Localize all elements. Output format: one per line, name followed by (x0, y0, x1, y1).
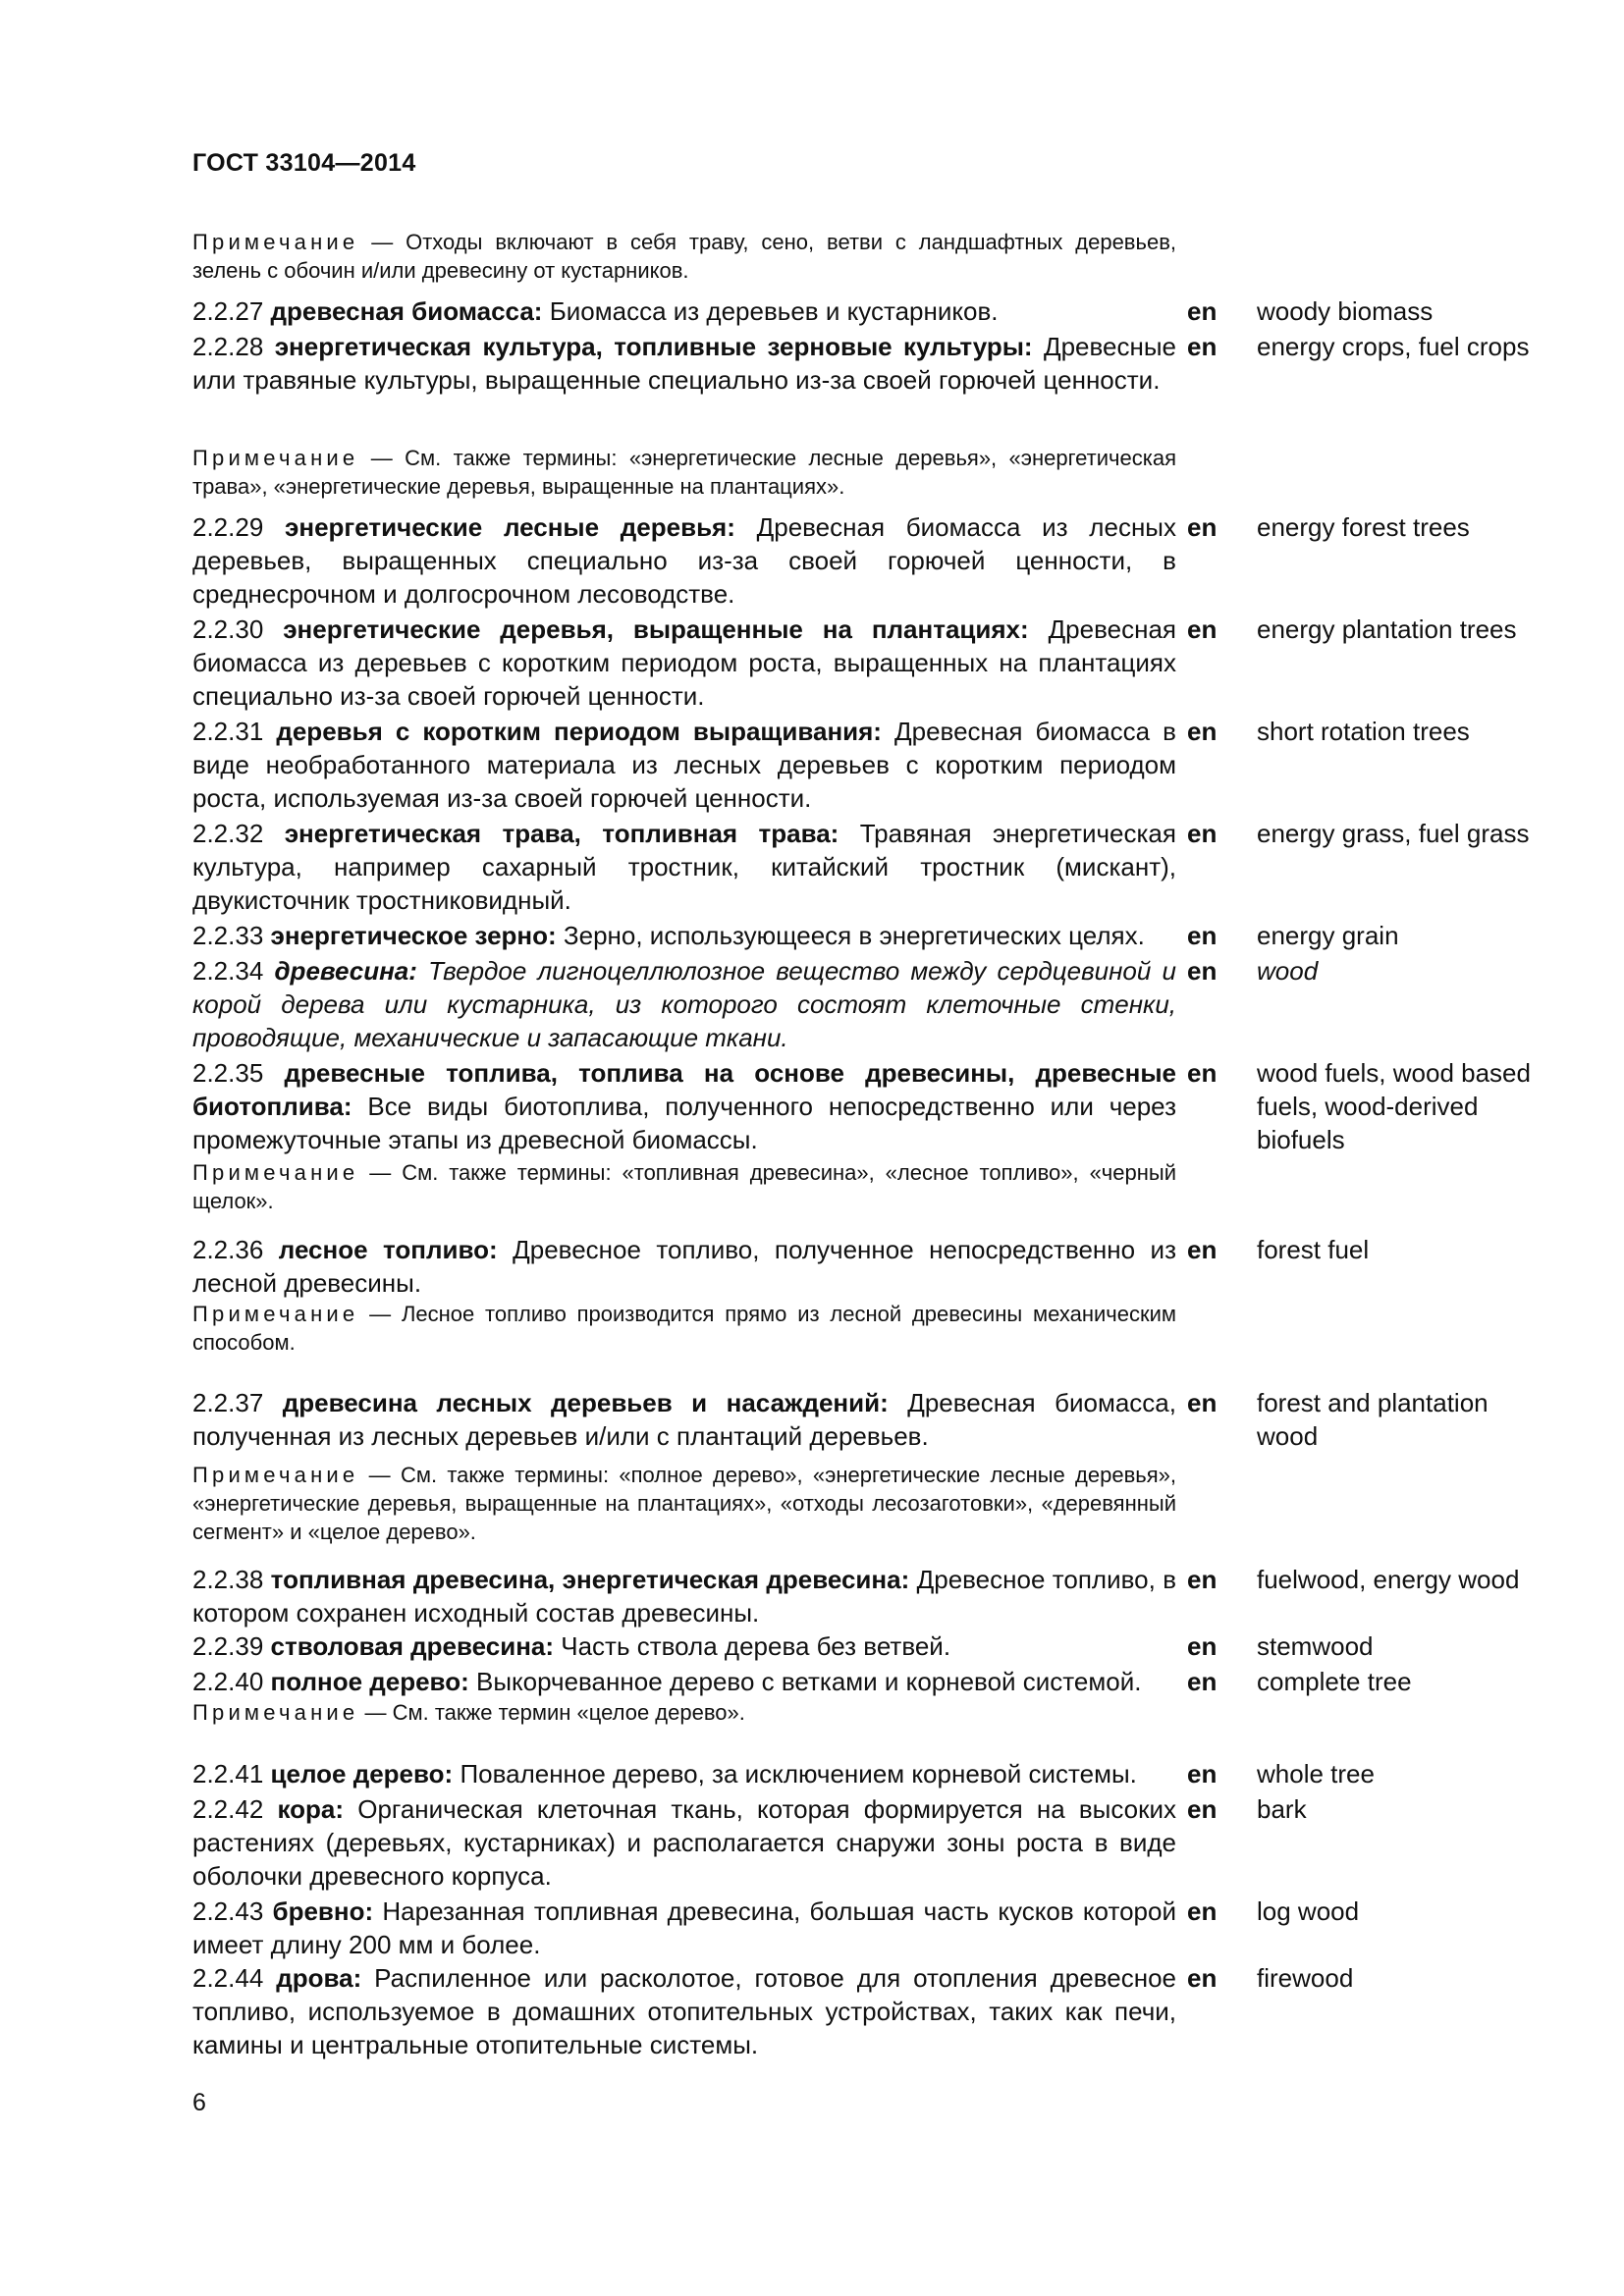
note-dash: — (358, 1700, 393, 1725)
language-code: en (1187, 921, 1218, 950)
english-equivalent: fuelwood, energy wood (1257, 1565, 1520, 1594)
document-header: ГОСТ 33104—2014 (192, 149, 416, 177)
english-equivalent: energy grass, fuel grass (1257, 819, 1530, 848)
note-label: Примечание (192, 446, 359, 470)
note-block (192, 228, 1176, 285)
english-equivalent: wood fuels, wood based fuels, wood-derived biofuels (1257, 1058, 1531, 1154)
term-definition: Зерно, использующееся в энергетических целях. (563, 921, 1145, 950)
term-name: целое дерево: (270, 1759, 454, 1789)
term-number: 2.2.36 (192, 1235, 264, 1264)
term-definition: Древесная биомасса из лесных деревьев, выращенных специально из-за своей горючей ценности, в среднесрочном и долгосрочном лесоводстве. (192, 512, 1176, 609)
note-text: См. также термины: «энергетические лесные деревья», «энергетическая трава», «энергетические деревья, выращенные на плантациях». (192, 446, 1176, 499)
note-label: Примечание (192, 1302, 359, 1326)
note-dash: — (358, 1302, 402, 1326)
term-number: 2.2.41 (192, 1759, 264, 1789)
english-equivalent: whole tree (1257, 1759, 1375, 1789)
english-equivalent: wood (1257, 956, 1319, 986)
term-definition: Травяная энергетическая культура, например сахарный тростник, китайский тростник (мискант), двукисточник тростниковидный. (192, 819, 1176, 915)
language-code: en (1187, 1235, 1218, 1264)
term-name: энергетическая трава, топливная трава: (284, 819, 839, 848)
term-number: 2.2.27 (192, 296, 264, 326)
term-definition-block (192, 715, 1176, 815)
note-block (192, 1300, 1176, 1357)
language-code: en (1187, 1759, 1218, 1789)
term-number: 2.2.28 (192, 332, 264, 361)
language-code: en (1187, 717, 1218, 746)
english-equivalent: energy forest trees (1257, 512, 1470, 542)
english-equivalent: energy crops, fuel crops (1257, 332, 1530, 361)
term-definition: Выкорчеванное дерево с ветками и корневой системой. (475, 1667, 1142, 1696)
term-definition-block (192, 919, 1176, 952)
term-definition: Биомасса из деревьев и кустарников. (549, 296, 999, 326)
term-definition-block (192, 1961, 1176, 2061)
note-dash: — (358, 446, 406, 470)
language-code: en (1187, 1963, 1218, 1993)
term-definition: Древесное топливо, в котором сохранен исходный состав древесины. (192, 1565, 1177, 1628)
language-code: en (1187, 512, 1218, 542)
language-code: en (1187, 1667, 1218, 1696)
term-name: полное дерево: (270, 1667, 469, 1696)
page-number: 6 (192, 2089, 206, 2116)
note-text: См. также термин «целое дерево». (392, 1700, 745, 1725)
language-code: en (1187, 332, 1218, 361)
term-definition-block (192, 954, 1176, 1054)
term-name: древесина лесных деревьев и насаждений: (282, 1388, 889, 1417)
term-number: 2.2.37 (192, 1388, 264, 1417)
term-definition-block (192, 1233, 1176, 1300)
term-definition-block (192, 817, 1176, 917)
note-block (192, 1461, 1176, 1546)
note-dash: — (358, 1463, 401, 1487)
term-definition-block (192, 1665, 1176, 1698)
term-number: 2.2.39 (192, 1631, 264, 1661)
term-definition: Нарезанная топливная древесина, большая часть кусков которой имеет длину 200 мм и более. (192, 1896, 1176, 1959)
term-number: 2.2.30 (192, 614, 264, 644)
term-name: энергетические лесные деревья: (285, 512, 735, 542)
note-label: Примечание (192, 1463, 359, 1487)
english-equivalent: woody biomass (1257, 296, 1434, 326)
note-block (192, 444, 1176, 501)
term-name: топливная древесина, энергетическая древесина: (270, 1565, 910, 1594)
term-definition-block (192, 330, 1176, 397)
term-definition-block (192, 613, 1176, 713)
note-dash: — (358, 230, 406, 254)
language-code: en (1187, 956, 1218, 986)
note-text: См. также термины: «полное дерево», «энергетические лесные деревья», «энергетические деревья, выращенные на плантациях», «отходы лесозаготовки», «деревянный сегмент» и «целое дерево». (192, 1463, 1177, 1544)
term-definition: Поваленное дерево, за исключением корневой системы. (460, 1759, 1137, 1789)
english-equivalent: firewood (1257, 1963, 1354, 1993)
note-dash: — (358, 1160, 403, 1185)
note-block (192, 1698, 1176, 1727)
note-text: См. также термины: «топливная древесина», «лесное топливо», «черный щелок». (192, 1160, 1176, 1213)
term-name: древесная биомасса: (270, 296, 543, 326)
english-equivalent: short rotation trees (1257, 717, 1470, 746)
term-number: 2.2.43 (192, 1896, 264, 1926)
term-name: бревно: (272, 1896, 374, 1926)
term-definition: Часть ствола дерева без ветвей. (561, 1631, 951, 1661)
term-definition-block (192, 294, 1176, 328)
english-equivalent: forest and plantation wood (1257, 1388, 1489, 1451)
term-definition: Органическая клеточная ткань, которая формируется на высоких растениях (деревьях, кустарниках) и располагается снаружи зоны роста в виде оболочки древесного корпуса. (192, 1794, 1177, 1891)
english-equivalent: bark (1257, 1794, 1307, 1824)
term-name: деревья с коротким периодом выращивания: (276, 717, 882, 746)
term-definition-block (192, 1056, 1176, 1156)
term-name: дрова: (276, 1963, 362, 1993)
english-equivalent: energy plantation trees (1257, 614, 1517, 644)
term-name: древесина: (274, 956, 417, 986)
term-definition-block (192, 1757, 1176, 1790)
term-number: 2.2.32 (192, 819, 264, 848)
term-number: 2.2.31 (192, 717, 264, 746)
term-definition: Все виды биотоплива, полученного непосредственно или через промежуточные этапы из древесной биомассы. (192, 1092, 1176, 1154)
language-code: en (1187, 1388, 1218, 1417)
language-code: en (1187, 1565, 1218, 1594)
term-definition-block (192, 1563, 1176, 1629)
term-number: 2.2.29 (192, 512, 264, 542)
term-number: 2.2.40 (192, 1667, 264, 1696)
term-name: древесные топлива, топлива на основе древесины, древесные биотоплива: (192, 1058, 1176, 1121)
note-block (192, 1158, 1176, 1215)
term-definition-block (192, 1629, 1176, 1663)
term-definition-block (192, 1895, 1176, 1961)
term-name: энергетическая культура, топливные зерновые культуры: (274, 332, 1033, 361)
term-definition: Древесная биомасса из деревьев с коротким периодом роста, выращенных на плантациях специально из-за своей горючей ценности. (192, 614, 1176, 711)
term-definition: Распиленное или расколотое, готовое для отопления древесное топливо, используемое в домашних отопительных устройствах, таких как печи, камины и центральные отопительные системы. (192, 1963, 1176, 2059)
note-text: Отходы включают в себя траву, сено, ветви с ландшафтных деревьев, зелень с обочин и/или древесину от кустарников. (192, 230, 1176, 283)
term-definition: Твердое лигноцеллюлозное вещество между сердцевиной и корой дерева или кустарника, из которого состоят клеточные стенки, проводящие, механические и запасающие ткани. (192, 956, 1176, 1052)
language-code: en (1187, 1896, 1218, 1926)
english-equivalent: stemwood (1257, 1631, 1374, 1661)
term-name: энергетические деревья, выращенные на плантациях: (283, 614, 1029, 644)
term-definition-block (192, 1792, 1176, 1893)
term-name: энергетическое зерно: (270, 921, 557, 950)
english-equivalent: energy grain (1257, 921, 1399, 950)
term-name: стволовая древесина: (270, 1631, 555, 1661)
note-label: Примечание (192, 1160, 359, 1185)
term-number: 2.2.42 (192, 1794, 264, 1824)
term-number: 2.2.44 (192, 1963, 264, 1993)
term-number: 2.2.34 (192, 956, 264, 986)
term-number: 2.2.38 (192, 1565, 264, 1594)
term-number: 2.2.33 (192, 921, 264, 950)
english-equivalent: forest fuel (1257, 1235, 1370, 1264)
english-equivalent: log wood (1257, 1896, 1360, 1926)
note-label: Примечание (192, 230, 359, 254)
term-definition: Древесное топливо, полученное непосредственно из лесной древесины. (192, 1235, 1176, 1298)
language-code: en (1187, 1058, 1218, 1088)
term-name: лесное топливо: (278, 1235, 498, 1264)
term-definition: Древесные или травяные культуры, выращенные специально из-за своей горючей ценности. (192, 332, 1176, 395)
term-definition-block (192, 1386, 1176, 1453)
term-name: кора: (277, 1794, 345, 1824)
language-code: en (1187, 1794, 1218, 1824)
note-label: Примечание (192, 1700, 359, 1725)
term-definition: Древесная биомасса в виде необработанного материала из лесных деревьев с коротким периодом роста, используемая из-за своей горючей ценности. (192, 717, 1176, 813)
term-definition: Древесная биомасса, полученная из лесных деревьев и/или с плантаций деревьев. (192, 1388, 1176, 1451)
term-number: 2.2.35 (192, 1058, 264, 1088)
note-text: Лесное топливо производится прямо из лесной древесины механическим способом. (192, 1302, 1177, 1355)
language-code: en (1187, 614, 1218, 644)
term-definition-block (192, 510, 1176, 611)
english-equivalent: complete tree (1257, 1667, 1412, 1696)
language-code: en (1187, 819, 1218, 848)
language-code: en (1187, 296, 1218, 326)
language-code: en (1187, 1631, 1218, 1661)
